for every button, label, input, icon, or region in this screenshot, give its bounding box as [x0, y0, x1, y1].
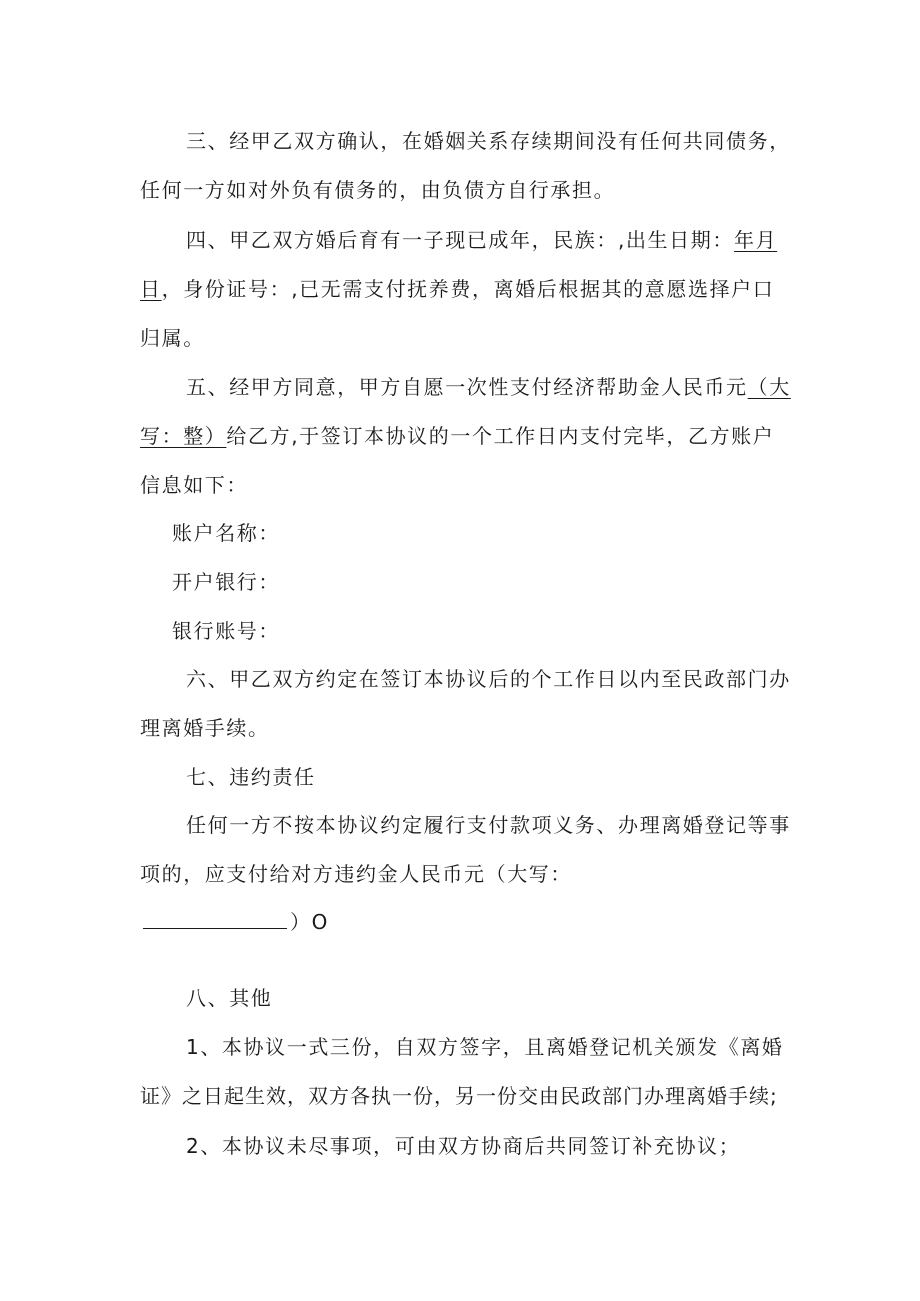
section-8-item-2: 2、本协议未尽事项，可由双方协商后共同签订补充协议；	[186, 1134, 741, 1158]
section-7-close: ）O	[290, 910, 329, 934]
birth-date-underline: 年月	[733, 228, 778, 252]
section-8-item-1-end: ;	[770, 1084, 778, 1108]
section-8-heading: 八、其他	[186, 986, 273, 1010]
section-7-line-2: 项的，应支付给对方违约金人民币元（大写：	[140, 862, 572, 886]
section-4-line-3: 归属。	[140, 326, 205, 350]
section-3-line-2: 任何一方如对外负有债务的，由负债方自行承担。	[140, 178, 616, 202]
section-4-text-cont: ，身份证号：,已无需支付抚养费，离婚后根据其的意愿选择户口	[161, 277, 775, 301]
account-number-label: 银行账号：	[172, 619, 280, 643]
account-bank-label: 开户银行：	[172, 570, 280, 594]
section-5-text: 五、经甲方同意，甲方自愿一次性支付经济帮助金人民币元	[186, 375, 748, 399]
section-4-line-2	[140, 274, 774, 304]
section-6-line-2: 理离婚手续。	[140, 716, 270, 740]
section-5-text-cont: 给乙方,于签订本协议的一个工作日内支付完毕，乙方账户	[226, 424, 775, 448]
section-5-line-1	[186, 372, 791, 402]
section-4-line-1	[186, 225, 777, 255]
amount-underline-1: （大	[747, 375, 791, 399]
section-5-line-2	[140, 421, 774, 451]
section-3-line-1: 三、经甲乙双方确认，在婚姻关系存续期间没有任何共同债务，	[186, 129, 791, 153]
section-7-heading: 七、违约责任	[186, 765, 316, 789]
amount-underline-2: 写：整）	[140, 424, 227, 448]
account-name-label: 账户名称：	[172, 521, 280, 545]
section-8-item-1-text: 证》之日起生效，双方各执一份，另一份交由民政部门办理离婚手续	[140, 1084, 770, 1108]
section-8-item-1-line-2	[140, 1081, 778, 1111]
section-4-text: 四、甲乙双方婚后育有一子现已成年，民族：,出生日期：	[186, 228, 734, 252]
section-8-item-1-line-1: 1、本协议一式三份，自双方签字，且离婚登记机关颁发《离婚	[186, 1035, 784, 1059]
amount-blank-line	[143, 928, 287, 929]
section-5-line-3: 信息如下：	[140, 473, 248, 497]
section-7-line-1: 任何一方不按本协议约定履行支付款项义务、办理离婚登记等事	[186, 813, 791, 837]
birth-day-underline: 日	[140, 277, 162, 301]
section-6-line-1: 六、甲乙双方约定在签订本协议后的个工作日以内至民政部门办	[186, 667, 791, 691]
